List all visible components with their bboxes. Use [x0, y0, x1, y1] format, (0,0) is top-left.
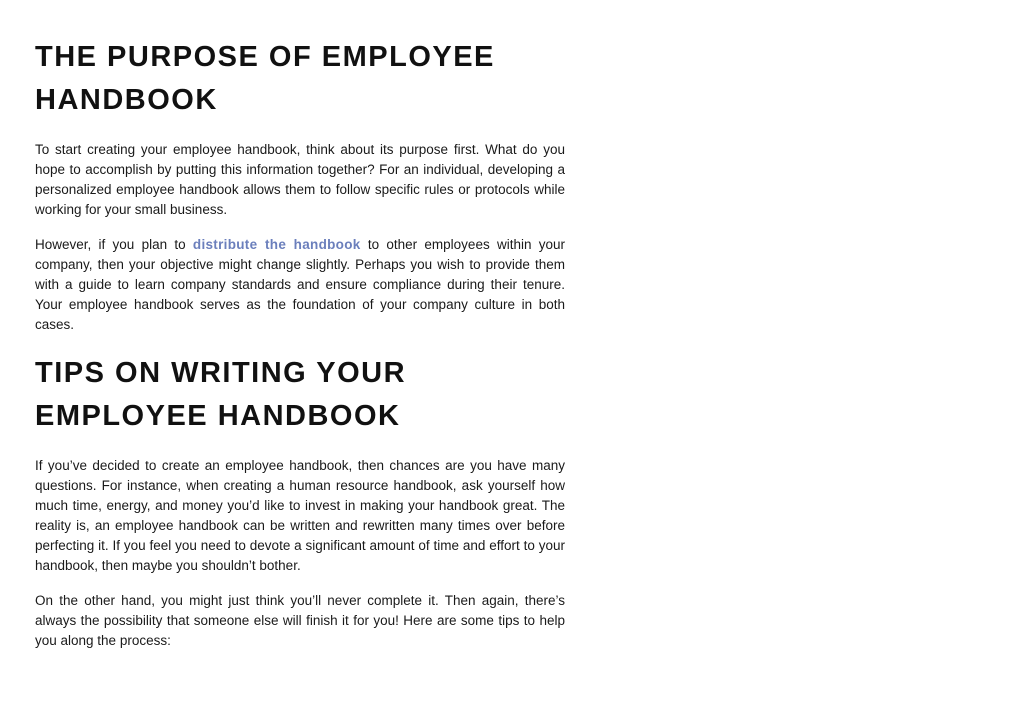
document-page — [35, 36, 565, 666]
section-tips — [35, 352, 565, 651]
paragraph: On the other hand, you might just think you’ll never complete it. Then again, there’s always the possibility that someone else will finish it for you! Here are some tips to help you along the process: — [35, 593, 565, 648]
section-heading-tips: TIPS ON WRITING YOUR EMPLOYEE HANDBOOK — [35, 357, 407, 432]
section-purpose — [35, 36, 565, 335]
section-heading-purpose: THE PURPOSE OF EMPLOYEE HANDBOOK — [35, 41, 495, 116]
paragraph: To start creating your employee handbook, think about its purpose first. What do you hope to accomplish by putting this information together? For an individual, developing a personalized employee handbook allows them to follow specific rules or protocols while working for your small business. — [35, 142, 565, 217]
paragraph-text-before-link: However, if you plan to — [35, 237, 193, 252]
paragraph: If you’ve decided to create an employee handbook, then chances are you have many questions. For instance, when creating a human resource handbook, ask yourself how much time, energy, and money you’d like to invest in making your handbook great. The reality is, an employee handbook can be written and rewritten many times over before perfecting it. If you feel you need to devote a significant amount of time and effort to your handbook, then maybe you shouldn’t bother. — [35, 458, 565, 573]
paragraph-text-after-link: to other employees within your company, then your objective might change slightly. Perhaps you wish to provide them with a guide to learn company standards and ensure compliance during their tenure. Your employee handbook serves as the foundation of your company culture in both cases. — [35, 237, 566, 332]
distribute-handbook-link[interactable]: distribute the handbook — [192, 237, 361, 252]
paragraph-with-link — [35, 235, 565, 335]
